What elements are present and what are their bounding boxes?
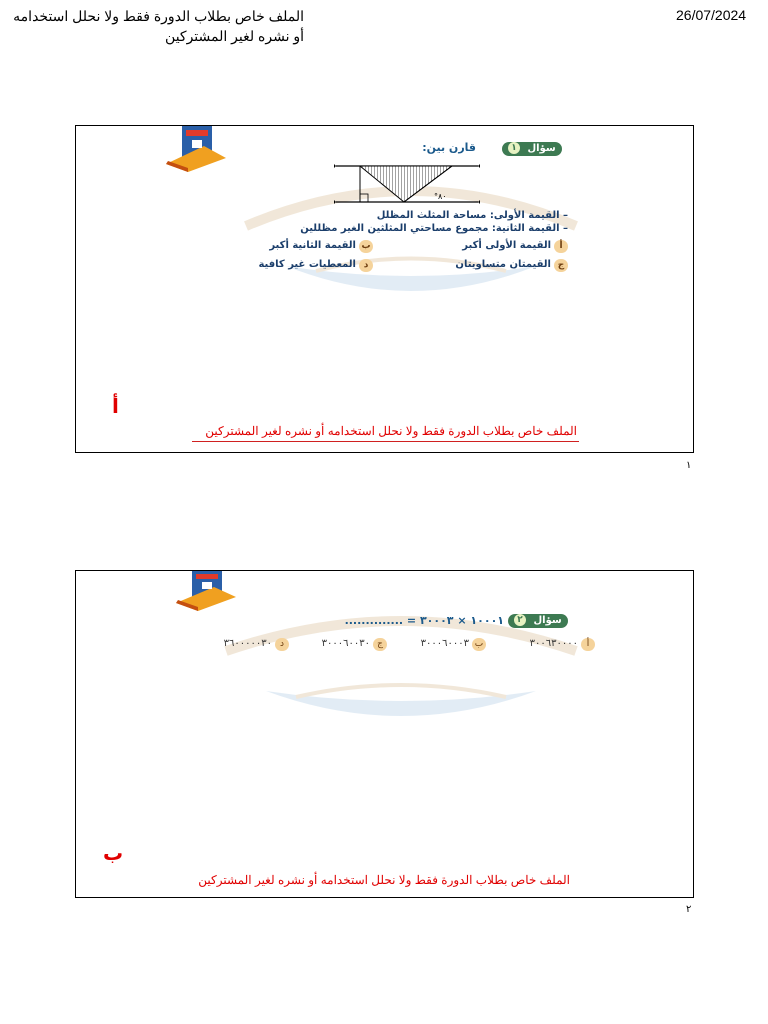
option-d-badge: د xyxy=(359,259,373,272)
option-c-badge: ج xyxy=(373,638,387,651)
option-a-text: ٣٠٠٦٣٠٠٠٠ xyxy=(529,638,578,649)
option-c xyxy=(455,259,568,272)
option-d-text: المعطيات غير كافية xyxy=(258,259,356,270)
option-b-badge: ب xyxy=(359,240,373,253)
option-c xyxy=(322,638,387,651)
header-date: 26/07/2024 xyxy=(676,7,747,23)
slide-2 xyxy=(75,570,694,898)
question-expression: ١٠٠٠١ × ٣٠٠٠٣ = .............. xyxy=(344,614,504,627)
question-label: سؤال xyxy=(527,143,556,154)
option-b xyxy=(269,240,373,253)
option-d-badge: د xyxy=(275,638,289,651)
option-a-text: القيمة الأولى أكبر xyxy=(462,240,551,251)
question-number: ٢ xyxy=(514,614,526,626)
value-1-text: – القيمة الأولى: مساحة المثلث المظلل xyxy=(376,210,568,221)
option-a xyxy=(530,638,595,651)
option-c-text: القيمتان متساويتان xyxy=(455,259,551,270)
angle-label: ٨٠° xyxy=(434,192,447,201)
option-b-badge: ب xyxy=(472,638,486,651)
slide-1 xyxy=(75,125,694,453)
footer-underline xyxy=(192,441,579,442)
answer-letter: ب xyxy=(103,841,124,865)
option-b xyxy=(421,638,486,651)
question-prompt: قارن بين: xyxy=(422,141,476,154)
book-cover-icon xyxy=(174,571,238,611)
option-b-text: ٣٠٠٠٦٠٠٠٣ xyxy=(420,638,469,649)
question-pill xyxy=(502,142,562,156)
option-c-badge: ج xyxy=(554,259,568,272)
option-d xyxy=(258,259,373,272)
option-d xyxy=(224,638,289,651)
question-pill xyxy=(508,614,568,628)
header-title: الملف خاص بطلاب الدورة فقط ولا نحلل استخدامه أو نشره لغير المشتركين xyxy=(13,8,304,44)
option-a-badge: أ xyxy=(581,638,595,651)
option-d-text: ٣٦٠٠٠٠٠٣٠ xyxy=(223,638,272,649)
page-number: ١ xyxy=(686,460,692,471)
option-a xyxy=(462,240,568,253)
book-cover-icon xyxy=(164,126,228,172)
question-number: ١ xyxy=(508,142,520,154)
option-c-text: ٣٠٠٠٦٠٠٣٠ xyxy=(321,638,370,649)
slide-footer: الملف خاص بطلاب الدورة فقط ولا نحلل استخدامه أو نشره لغير المشتركين xyxy=(205,424,577,438)
option-b-text: القيمة الثانية أكبر xyxy=(269,240,356,251)
value-2-text: – القيمة الثانية: مجموع مساحتي المثلثين الغير مظللين xyxy=(300,223,568,234)
page-number: ٢ xyxy=(686,904,692,915)
triangle-figure xyxy=(332,162,482,206)
question-label: سؤال xyxy=(533,615,562,626)
option-a-badge: أ xyxy=(554,240,568,253)
slide-footer: الملف خاص بطلاب الدورة فقط ولا نحلل استخدامه أو نشره لغير المشتركين xyxy=(198,873,570,887)
answer-letter: أ xyxy=(112,394,119,418)
